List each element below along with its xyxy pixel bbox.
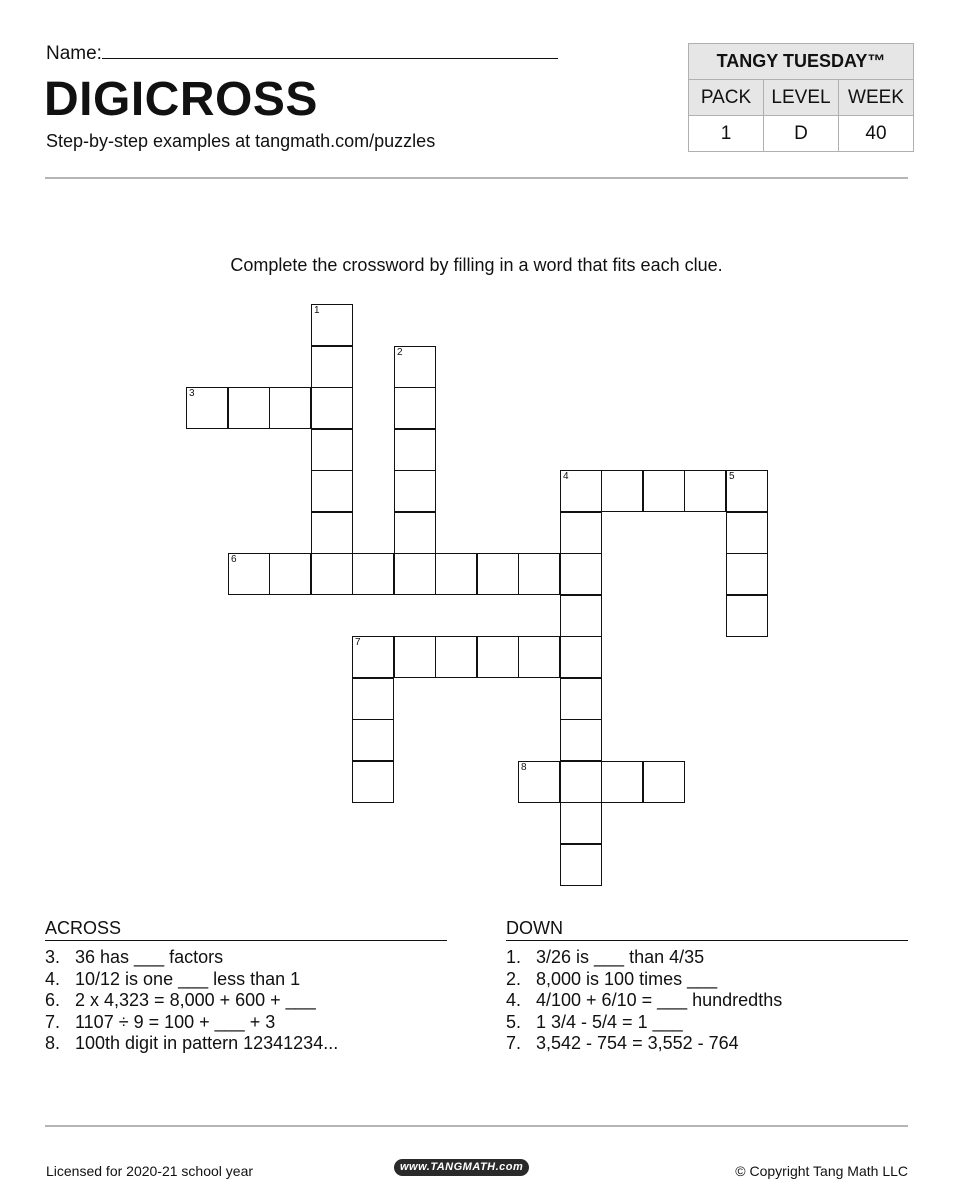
crossword-cell[interactable] <box>394 470 436 512</box>
across-clue: 6. 2 x 4,323 = 8,000 + 600 + ___ <box>45 990 316 1010</box>
crossword-cell[interactable] <box>435 636 477 678</box>
down-clue: 5. 1 3/4 - 5/4 = 1 ___ <box>506 1011 683 1032</box>
crossword-cell[interactable] <box>560 470 602 512</box>
down-clues <box>506 918 908 1055</box>
footer-divider <box>45 1125 908 1127</box>
crossword-cell[interactable] <box>311 304 353 346</box>
week-label: WEEK <box>839 80 914 116</box>
cell-number: 8 <box>521 762 527 773</box>
name-line <box>46 42 558 65</box>
cell-number: 5 <box>729 471 735 482</box>
crossword-cell[interactable] <box>394 429 436 471</box>
name-blank[interactable] <box>102 42 558 59</box>
cell-number: 3 <box>189 388 195 399</box>
across-heading: ACROSS <box>45 918 447 941</box>
crossword-cell[interactable] <box>560 719 602 761</box>
crossword-cell[interactable] <box>601 761 643 803</box>
cell-number: 6 <box>231 554 237 565</box>
down-clue: 1. 3/26 is ___ than 4/35 <box>506 947 705 967</box>
pack-value: 1 <box>689 116 764 152</box>
down-clue: 4. 4/100 + 6/10 = ___ hundredths <box>506 990 783 1010</box>
name-label: Name: <box>46 43 102 64</box>
down-clue: 2. 8,000 is 100 times ___ <box>506 968 718 989</box>
crossword-cell[interactable] <box>228 387 270 429</box>
crossword-cell[interactable] <box>643 761 685 803</box>
crossword-cell[interactable] <box>394 387 436 429</box>
crossword-cell[interactable] <box>352 678 394 720</box>
license-text: Licensed for 2020-21 school year <box>46 1163 254 1179</box>
header-divider <box>45 177 908 179</box>
crossword-cell[interactable] <box>560 761 602 803</box>
across-clues <box>45 918 447 1055</box>
info-title: TANGY TUESDAY™ <box>689 44 914 80</box>
across-clue: 4. 10/12 is one ___ less than 1 <box>45 968 301 989</box>
page-title: DIGICROSS <box>44 73 318 126</box>
crossword-cell[interactable] <box>394 346 436 388</box>
crossword-cell[interactable] <box>394 553 436 595</box>
crossword-cell[interactable] <box>394 636 436 678</box>
crossword-cell[interactable] <box>560 595 602 637</box>
crossword-cell[interactable] <box>311 387 353 429</box>
crossword-cell[interactable] <box>352 553 394 595</box>
crossword-cell[interactable] <box>311 470 353 512</box>
crossword-cell[interactable] <box>726 553 768 595</box>
level-label: LEVEL <box>764 80 839 116</box>
crossword-cell[interactable] <box>560 678 602 720</box>
crossword-cell[interactable] <box>269 387 311 429</box>
cell-number: 1 <box>314 305 320 316</box>
crossword-cell[interactable] <box>560 802 602 844</box>
crossword-cell[interactable] <box>477 553 519 595</box>
crossword-cell[interactable] <box>311 429 353 471</box>
level-value: D <box>764 116 839 152</box>
crossword-cell[interactable] <box>726 512 768 554</box>
crossword-cell[interactable] <box>560 844 602 886</box>
crossword-cell[interactable] <box>228 553 270 595</box>
crossword-cell[interactable] <box>186 387 228 429</box>
crossword-cell[interactable] <box>311 553 353 595</box>
crossword-cell[interactable] <box>601 470 643 512</box>
crossword-cell[interactable] <box>684 470 726 512</box>
crossword-cell[interactable] <box>394 512 436 554</box>
crossword-cell[interactable] <box>726 595 768 637</box>
week-value: 40 <box>839 116 914 152</box>
down-clue: 7. 3,542 - 754 = 3,552 - 764 <box>506 1033 739 1053</box>
copyright-text: © Copyright Tang Math LLC <box>735 1163 908 1179</box>
crossword-cell[interactable] <box>560 636 602 678</box>
crossword-cell[interactable] <box>726 470 768 512</box>
crossword-cell[interactable] <box>518 553 560 595</box>
crossword-cell[interactable] <box>352 719 394 761</box>
across-clue: 3. 36 has ___ factors <box>45 947 224 967</box>
crossword-cell[interactable] <box>560 553 602 595</box>
crossword-cell[interactable] <box>477 636 519 678</box>
across-clue: 8. 100th digit in pattern 12341234... <box>45 1033 339 1053</box>
info-table <box>688 43 914 152</box>
subtitle: Step-by-step examples at tangmath.com/puzzles <box>46 131 436 151</box>
tangmath-logo[interactable]: www.TANGMATH.com <box>394 1159 529 1176</box>
instructions: Complete the crossword by filling in a word that fits each clue. <box>230 255 723 275</box>
crossword-cell[interactable] <box>269 553 311 595</box>
crossword-cell[interactable] <box>311 346 353 388</box>
pack-label: PACK <box>689 80 764 116</box>
crossword-cell[interactable] <box>435 553 477 595</box>
crossword-cell[interactable] <box>311 512 353 554</box>
crossword-cell[interactable] <box>352 636 394 678</box>
across-clue: 7. 1107 ÷ 9 = 100 + ___ + 3 <box>45 1011 276 1032</box>
down-heading: DOWN <box>506 918 908 941</box>
crossword-cell[interactable] <box>518 761 560 803</box>
crossword-cell[interactable] <box>560 512 602 554</box>
crossword-cell[interactable] <box>518 636 560 678</box>
cell-number: 4 <box>563 471 569 482</box>
crossword-cell[interactable] <box>352 761 394 803</box>
cell-number: 2 <box>397 347 403 358</box>
crossword-cell[interactable] <box>643 470 685 512</box>
cell-number: 7 <box>355 637 361 648</box>
